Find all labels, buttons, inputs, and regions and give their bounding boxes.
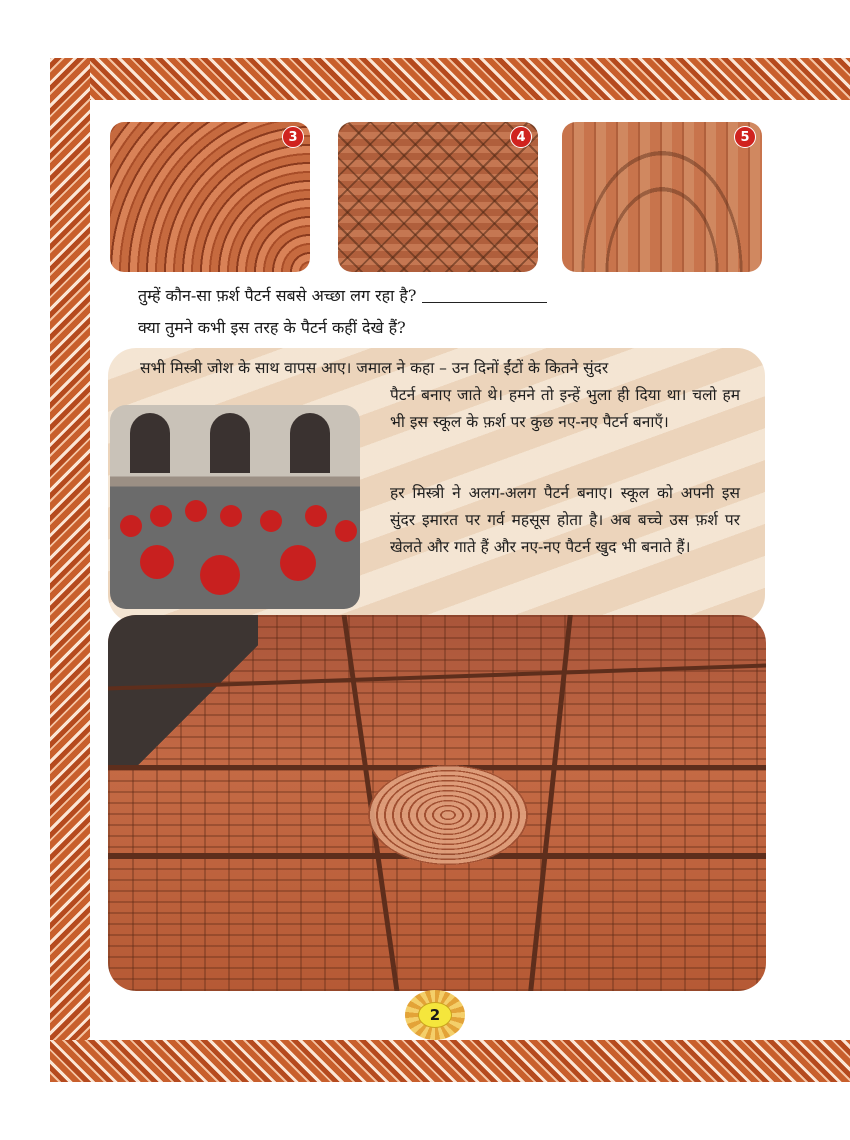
child-figure [220,505,242,527]
question-seen-patterns: क्या तुमने कभी इस तरह के पैटर्न कहीं देखे हैं? [138,318,406,337]
brick-pattern-photo-3 [110,122,310,272]
child-figure [280,545,316,581]
photo-number-badge: 5 [734,126,756,148]
child-figure [335,520,357,542]
photo-number-badge: 3 [282,126,304,148]
brick-border-bottom [50,1040,850,1082]
brick-border-top [50,58,850,100]
brick-pattern-photo-4 [338,122,538,272]
brick-floor-photo [108,615,766,991]
answer-blank[interactable] [422,288,547,303]
photo-number-badge: 4 [510,126,532,148]
child-figure [305,505,327,527]
story-paragraph-2: हर मिस्त्री ने अलग-अलग पैटर्न बनाए। स्कूल को अपनी इस सुंदर इमारत पर गर्व महसूस होता है। अब बच्चे उस फ़र्श पर खेलते और गाते हैं और नए-नए पैटर्न खुद भी बनाते हैं। [390,484,740,556]
brick-pattern-photo-5 [562,122,762,272]
page-number-badge [405,990,465,1040]
floor-step-shadow [108,615,258,765]
question-text: तुम्हें कौन-सा फ़र्श पैटर्न सबसे अच्छा लग रहा है? [138,286,417,305]
child-figure [140,545,174,579]
story-first-line: सभी मिस्त्री जोश के साथ वापस आए। जमाल ने कहा – उन दिनों ईंटों के कितने सुंदर [140,359,609,377]
story-paragraph-1: पैटर्न बनाए जाते थे। हमने तो इन्हें भुला ही दिया था। चलो हम भी इस स्कूल के फ़र्श पर कुछ नए-नए पैटर्न बनाएँ। [390,386,740,431]
child-figure [120,515,142,537]
question-favourite-pattern [138,284,547,306]
child-figure [260,510,282,532]
child-figure [185,500,207,522]
arch-doorway [130,413,170,473]
arch-doorway [290,413,330,473]
circular-brick-pattern [368,765,528,865]
child-figure [200,555,240,595]
page-number: 2 [418,1002,452,1028]
child-figure [150,505,172,527]
school-children-photo [110,405,360,609]
arch-doorway [210,413,250,473]
brick-border-left [50,58,90,1082]
